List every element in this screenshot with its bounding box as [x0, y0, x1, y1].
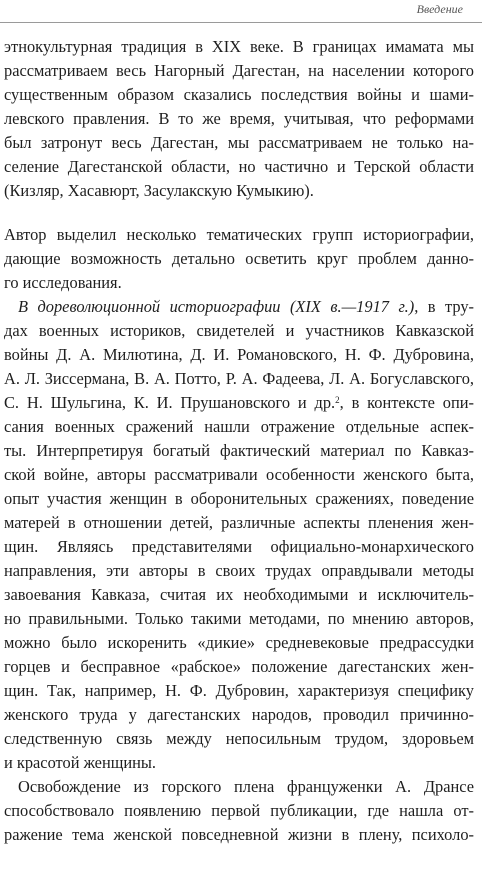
- text-run: , в тру-: [414, 297, 474, 316]
- text-line: направления, эти авторы в своих трудах оправдывали методы: [4, 561, 474, 580]
- footnote-ref: 2: [335, 395, 340, 405]
- italic-phrase: В дореволюционной историографии (XIX в.—1917 г.): [18, 297, 415, 316]
- text-line: можно было искоренить «дикие» средневековые предрассудки: [4, 633, 474, 652]
- text-run: , в контексте опи-: [339, 393, 474, 412]
- text-line: ты. Интерпретируя богатый фактический материал по Кавказ-: [4, 441, 474, 460]
- text-line: ражение тема женской повседневной жизни в плену, психоло-: [4, 825, 474, 844]
- text-line: А. Л. Зиссермана, В. А. Потто, Р. А. Фадеева, Л. А. Богуславского,: [4, 369, 474, 388]
- running-head: Введение: [416, 2, 463, 16]
- header-rule: [0, 22, 482, 23]
- text-line: но правильными. Только такими методами, по мнению авторов,: [4, 609, 474, 628]
- text-line: сания военных сражений нашли отражение отдельные аспек-: [4, 417, 474, 436]
- text-line: дающие возможность детально осветить круг проблем данно-: [4, 249, 474, 268]
- text-line: следственную связь между непосильным трудом, здоровьем: [4, 729, 474, 748]
- text-line: горцев и бесправное «рабское» положение дагестанских жен-: [4, 657, 474, 676]
- text-line: [18, 295, 474, 319]
- text-line: дах военных историков, свидетелей и участников Кавказской: [4, 321, 474, 340]
- text-line: щин. Являясь представителями официально-монархического: [4, 537, 474, 556]
- text-line: (Кизляр, Хасавюрт, Засулакскую Кумыкию).: [4, 181, 314, 200]
- text-line: щин. Так, например, Н. Ф. Дубровин, характеризуя специфику: [4, 681, 474, 700]
- text-line: опыт участия женщин в оборонительных сражениях, поведение: [4, 489, 474, 508]
- text-line: рассматриваем весь Нагорный Дагестан, на населении которого: [4, 61, 474, 80]
- text-line: войны Д. А. Милютина, Д. И. Романовского, Н. Ф. Дубровина,: [4, 345, 474, 364]
- text-line: женского труда у дагестанских народов, проводил причинно-: [4, 705, 474, 724]
- text-line: селение Дагестанской области, но частично и Терской области: [4, 157, 474, 176]
- text-run: С. Н. Шульгина, К. И. Прушановского и др.: [4, 393, 336, 412]
- text-line: Освобождение из горского плена француженки А. Дрансе: [18, 777, 474, 796]
- text-line: [4, 391, 474, 415]
- text-line: ской войне, авторы рассматривали особенности женского быта,: [4, 465, 474, 484]
- text-line: матерей в отношении детей, различные аспекты пленения жен-: [4, 513, 474, 532]
- text-line: этнокультурная традиция в XIX веке. В границах имамата мы: [4, 37, 474, 56]
- text-line: способствовало появлению первой публикации, где нашла от-: [4, 801, 474, 820]
- text-line: и красотой женщины.: [4, 753, 156, 772]
- text-line: завоевания Кавказа, считая их необходимыми и исключитель-: [4, 585, 474, 604]
- text-line: был затронут весь Дагестан, мы рассматриваем не только на-: [4, 133, 474, 152]
- text-line: левского правления. В то же время, учитывая, что реформами: [4, 109, 474, 128]
- text-line: Автор выделил несколько тематических групп историографии,: [4, 225, 474, 244]
- text-line: существенным образом сказались последствия войны и шами-: [4, 85, 474, 104]
- text-line: го исследования.: [4, 273, 122, 292]
